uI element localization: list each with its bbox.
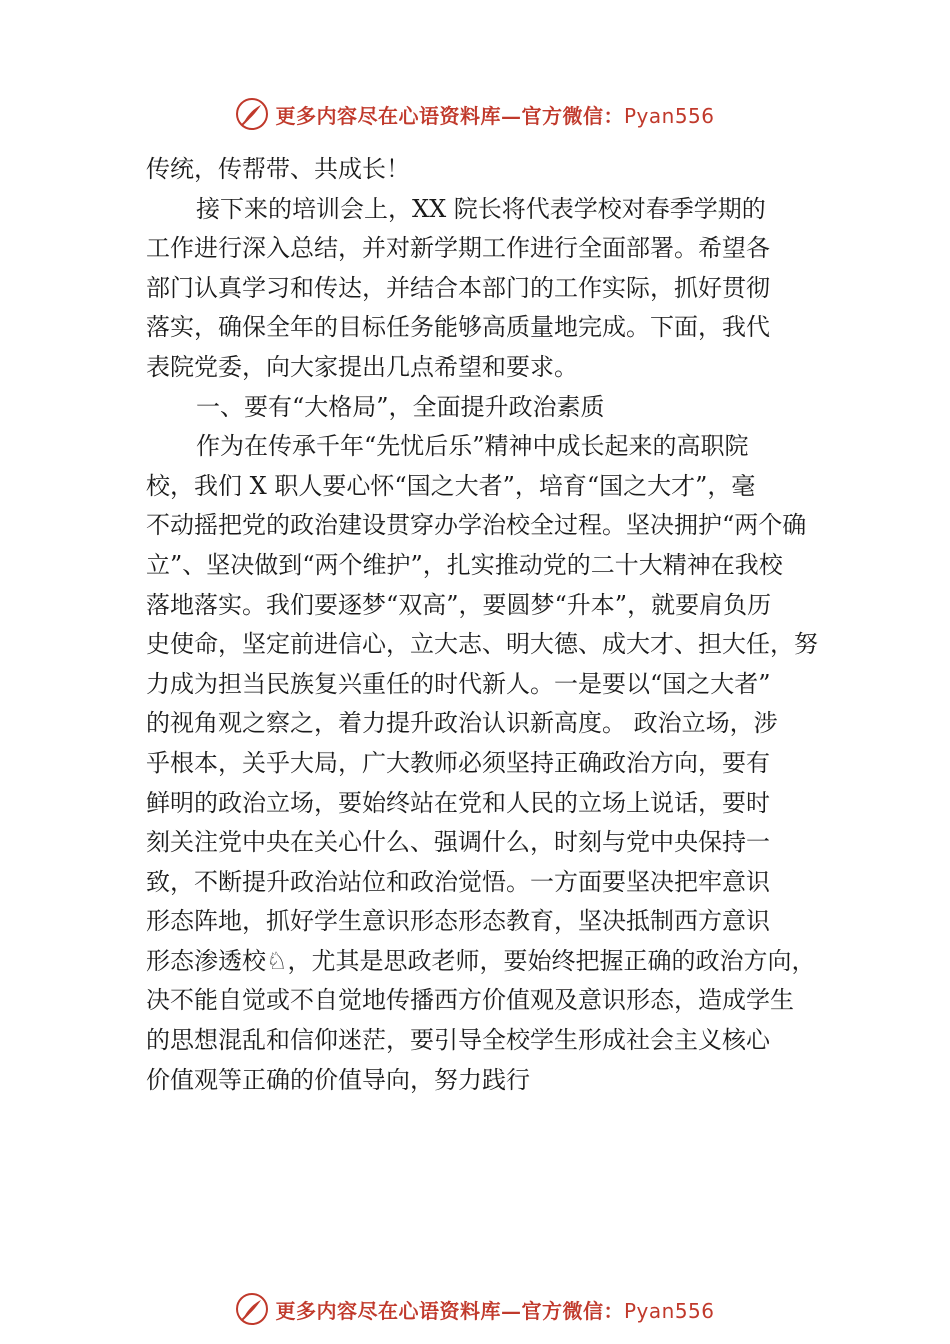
document-body [146, 150, 836, 1100]
body-line: 不动摇把党的政治建设贯穿办学治校全过程。坚决拥护“两个确 [146, 511, 807, 540]
body-line: 作为在传承千年“先忧后乐”精神中成长起来的高职院 [196, 432, 749, 461]
body-line: 决不能自觉或不自觉地传播西方价值观及意识形态，造成学生 [146, 986, 794, 1015]
body-line: 史使命，坚定前进信心，立大志、明大德、成大才、担大任，努 [146, 630, 818, 659]
body-line: 形态渗透校♘，尤其是思政老师，要始终把握正确的政治方向， [146, 946, 816, 975]
body-line: 接下来的培训会上，XX 院长将代表学校对春季学期的 [196, 194, 766, 223]
body-line: 致，不断提升政治站位和政治觉悟。一方面要坚决把牢意识 [146, 867, 770, 896]
body-line: 表院党委，向大家提出几点希望和要求。 [146, 352, 578, 381]
body-line: 部门认真学习和传达，并结合本部门的工作实际，抓好贯彻 [146, 273, 770, 302]
body-line: 的思想混乱和信仰迷茫，要引导全校学生形成社会主义核心 [146, 1026, 770, 1055]
body-line: 鲜明的政治立场，要始终站在党和人民的立场上说话，要时 [146, 788, 770, 817]
footer-watermark-text: 更多内容尽在心语资料库—官方微信：Pyan556 [275, 1298, 715, 1323]
body-line: 传统，传帮带、共成长！ [146, 155, 410, 183]
body-line: 落实，确保全年的目标任务能够高质量地完成。下面，我代 [146, 313, 770, 342]
body-line: 校，我们 X 职人要心怀“国之大者”，培育“国之大才”，毫 [146, 471, 756, 500]
body-line: 价值观等正确的价值导向，努力践行 [146, 1065, 530, 1094]
header-watermark-id: Pyan556 [623, 103, 715, 128]
quill-seal-icon [235, 97, 269, 131]
section-heading: 一、要有“大格局”，全面提升政治素质 [196, 392, 605, 421]
quill-seal-icon [235, 1292, 269, 1326]
body-line: 形态阵地，抓好学生意识形态形态教育，坚决抵制西方意识 [146, 907, 770, 936]
header-watermark [0, 94, 950, 134]
body-line: 力成为担当民族复兴重任的时代新人。一是要以“国之大者” [146, 669, 771, 698]
footer-watermark-id: Pyan556 [623, 1298, 715, 1323]
body-line: 落地落实。我们要逐梦“双高”，要圆梦“升本”，就要肩负历 [146, 590, 772, 619]
body-line: 刻关注党中央在关心什么、强调什么，时刻与党中央保持一 [146, 828, 770, 857]
body-line: 乎根本，关乎大局，广大教师必须坚持正确政治方向，要有 [146, 748, 770, 777]
header-watermark-text: 更多内容尽在心语资料库—官方微信：Pyan556 [275, 103, 715, 128]
footer-watermark [0, 1289, 950, 1329]
body-line: 立”、坚决做到“两个维护”，扎实推动党的二十大精神在我校 [146, 550, 783, 579]
body-line: 工作进行深入总结，并对新学期工作进行全面部署。希望各 [146, 234, 770, 263]
body-line: 的视角观之察之，着力提升政治认识新高度。 政治立场，涉 [146, 709, 778, 738]
